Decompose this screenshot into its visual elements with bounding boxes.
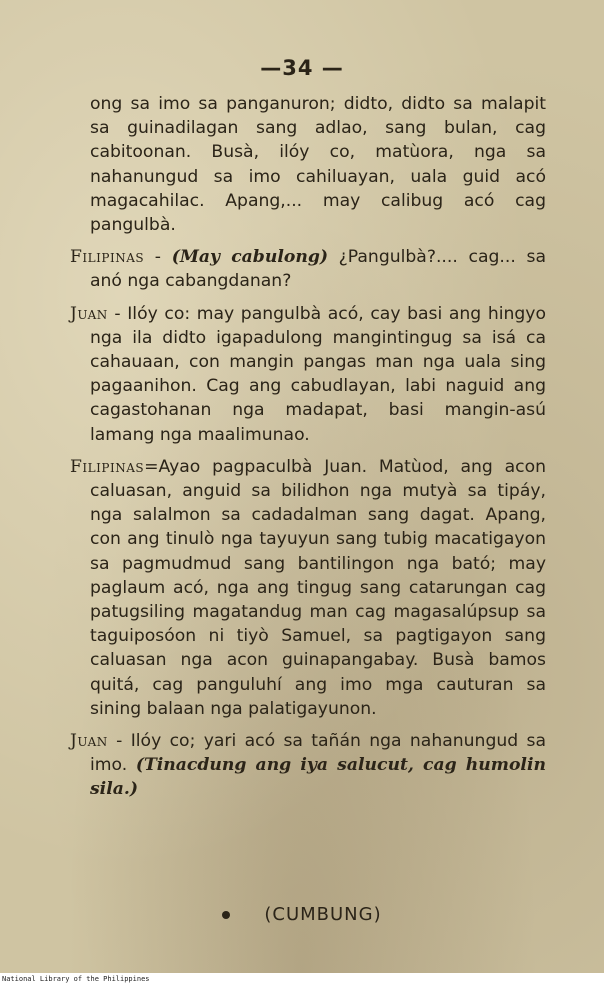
stage-direction: (Tinacdung ang iya salucut, cag humolin sila.)	[90, 755, 546, 800]
paragraph	[70, 245, 546, 293]
dialogue-text: - Ilóy co: may pangulbà acó, cay basi ang hingyo nga ila didto igapadulong mangintingug sa isá ca cahauaan, con mangin pangas man nga uala sing pagaanihon. Cag ang cabudlayan, labi naguid ang cagastohanan nga madapat, basi mangin-asú lamang nga maalimunao.	[90, 303, 546, 445]
end-mark-text: (CUMBUNG)	[264, 904, 382, 925]
dialogue-text: -	[144, 247, 172, 268]
speaker-name: Filipinas	[70, 456, 145, 477]
dialogue-text: =Ayao pagpaculbà Juan. Matùod, ang acon caluasan, anguid sa bilidhon nga mutyà sa tipáy, nga salalmon sa cadadalman sang dagat. Apang, con ang tinulò nga tayuyun sang tubig macatigayon sa pagmudmud sang bantilingon nga bató; may paglaum acó, nga ang tingug sang catarungan cag patugsiling magatandug man cag magasalúpsup sa taguiposóon ni tiyò Samuel, sa pagtigayon sang caluasan nga acon guinapangabay. Busà bamos quitá, cag panguluhí ang imo mga cauturan sa sining balaan nga palatigayunon.	[90, 456, 546, 719]
paragraph	[90, 92, 546, 237]
paragraph	[70, 729, 546, 802]
paragraph	[70, 455, 546, 721]
speaker-name: Filipinas	[70, 247, 145, 268]
page-number: —34 —	[260, 56, 344, 80]
dialogue-text: - Ilóy co; yari acó sa tañán nga nahanungud sa imo.	[90, 731, 546, 776]
page-body	[70, 92, 546, 810]
dialogue-text: ong sa imo sa panganuron; didto, didto sa malapit sa guinadilagan sang adlao, sang bulan, cag cabitoonan. Busà, ilóy co, matùora, nga sa nahanungud sa imo cahiluayan, uala guid acó magacahilac. Apang,... may calibug acó cag pangulbà.	[90, 94, 546, 236]
library-footer: National Library of the Philippines	[2, 975, 150, 983]
dialogue-text: ¿Pangulbà?.... cag... sa anó nga cabangdanan?	[90, 247, 546, 292]
bullet-icon	[222, 911, 230, 919]
stage-direction: (May cabulong)	[171, 247, 328, 268]
end-mark	[0, 904, 604, 925]
speaker-name: Juan	[70, 303, 108, 324]
speaker-name: Juan	[70, 731, 108, 752]
paragraph	[70, 302, 546, 447]
